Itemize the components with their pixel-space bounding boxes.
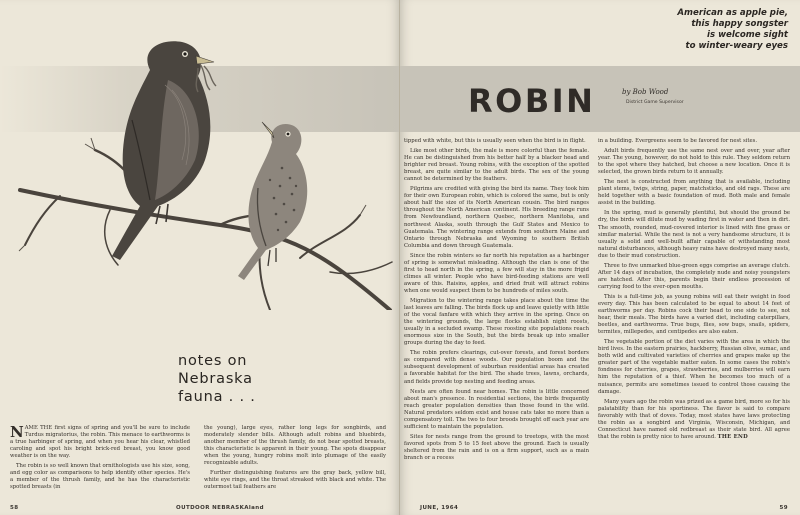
article-title: ROBIN xyxy=(468,82,596,120)
paragraph: The robin is so well known that ornithologists use his size, song, and egg color as comparisons to help identify other species. He's a member of the thrush family, and he has the characteristic spotted breasts (in xyxy=(10,463,190,491)
tagline-line: this happy songster xyxy=(691,19,788,29)
young-robin-figure xyxy=(238,122,307,280)
byline: by Bob Wood xyxy=(622,88,669,96)
page-number: 59 xyxy=(779,505,788,511)
right-page xyxy=(400,0,800,515)
robin-illustration xyxy=(0,10,400,310)
paragraph-text: AME THE first signs of spring and you'll be sure to include Turdus migratorius, the robin. This menace to earthworms is a true harbinger of spring, and when you hear his clear, whistled caroling and spot his bright brick-red breast, you know good weather is on the way. xyxy=(10,425,190,460)
notes-heading-line: Nebraska xyxy=(178,371,253,387)
author-title: District Game Supervisor xyxy=(626,100,684,105)
paragraph: Like most other birds, the male is more colorful than the female. He can be distinguished from his better half by a blacker head and brighter red breast. Young robins, with the exception of the spotted breast, are quite similar to the adult birds. The sex of the young cannot be determined by the feathers. xyxy=(404,148,589,183)
paragraph: The nest is constructed from anything that is available, including plant stems, twigs, string, paper, matchsticks, and old rags. These are held together with a basic foundation of mud. Both male and female assist in the building. xyxy=(598,179,790,207)
page-number: 58 xyxy=(10,505,19,511)
paragraph xyxy=(598,399,790,441)
notes-heading-line: fauna . . . xyxy=(178,389,256,405)
paragraph-text: Many years ago the robin was prized as a game bird, more so for his palatability than for his sportiness. The flavor is said to compare favorably with that of doves. Today, most states have laws protecting the robin as a songbird and Virginia, Wisconsin, Michigan, and Connecticut have named old redbreast as their state bird. All agree that the robin is pretty nice to have around. xyxy=(598,398,790,440)
paragraph: This is a full-time job, as young robins will eat their weight in food every day. This has been calculated to be equal to about 14 feet of earthworms per day. Robins cock their head to one side to see, not hear, their meals. The birds have a varied diet, including caterpillars, beetles, and earthworms. True bugs, flies, sow bugs, snails, spiders, termites, millepedes, and centipedes are also eaten. xyxy=(598,293,790,336)
notes-heading xyxy=(178,352,388,406)
paragraph: The robin prefers clearings, cut-over forests, and forest borders as compared with dense woods. Our population boom and the subsequent development of suburban residential areas has created a favorable habitat for the bird. The shade trees, lawns, orchards, and fields provide top nesting and feeding areas. xyxy=(404,350,589,385)
paragraph xyxy=(10,425,190,460)
tagline-line: is welcome sight xyxy=(707,30,788,40)
paragraph: Further distinguishing features are the gray back, yellow bill, white eye rings, and the throat streaked with black and white. The outermost tail feathers are xyxy=(204,470,386,491)
the-end-mark: THE END xyxy=(717,433,748,440)
tagline xyxy=(638,8,788,52)
paragraph: Adult birds frequently use the same nest over and over, year after year. The young, however, do not hold to this rule. They seldom return to the spot where they hatched, but choose a new location. Once it is selected, the grown birds return to it annually. xyxy=(598,148,790,176)
drop-cap: N xyxy=(10,425,24,441)
paragraph: Nests are often found near homes. The robin is little concerned about man's presence. In residential sections, the birds frequently reach greater population densities than those found in the wild. Natural predators seldom exist and house cats take no more than a compensatory toll. The two to four broods brought off each year are sufficient to maintain the population. xyxy=(404,388,589,430)
tagline-line: American as apple pie, xyxy=(677,8,788,18)
notes-heading-line: notes on xyxy=(178,353,248,369)
paragraph: the young), large eyes, rather long legs for songbirds, and moderately slender bills. Although adult robins and bluebirds, another member of the thrush family, do not bear spotted breasts, this characteristic is apparent in their young. The spots disappear when the young, hungry robins molt into plumage of the easily recognizable adults. xyxy=(204,425,386,467)
paragraph: Three to five unmarked blue-green eggs comprise an average clutch. After 14 days of incubation, the completely nude and noisy youngsters are hatched. After this, parents begin their endless procession of carrying food to the ever-open mouths. xyxy=(598,262,790,290)
paragraph: in a building. Evergreens seem to be favored for nest sites. xyxy=(598,138,758,144)
paragraph: In the spring, mud is generally plentiful, but should the ground be dry, the birds will dilute mud by wading first in water and then in dirt. The smooth, rounded, mud-covered interior is lined with fine grass or similar material. While the nest is not a very handsome structure, it is usually a solid and well-built affair capable of withstanding most natural disturbances, although heavy rains have destroyed many nests, due to their mud construction. xyxy=(598,210,790,259)
left-column-2 xyxy=(204,425,386,500)
title-band xyxy=(400,66,800,132)
paragraph: Since the robin winters so far north his reputation as a harbinger of spring is somewhat misleading. Although the clan is one of the first to head north in the spring, a few will stay in the more frigid climes all winter. People who have bird-feeding stations are well aware of this. Raisins, apples, and dried fruit will attract robins when one would suspect them to be hundreds of miles south. xyxy=(404,252,589,294)
paragraph: Pilgrims are credited with giving the bird its name. They took him for their own European robin, which is colored the same, but is only about half the size of its North American cousin. The bird ranges throughout the North American continent. His breeding range runs from Newfoundland, northern Quebec, northern Manitoba, and northwest Alaska, south through the Gulf States and Mexico to Guatemala. The wintering range extends from southern Maine and Ontario through Nebraska and Wyoming to southern British Columbia and down through Guatemala. xyxy=(404,186,589,249)
tagline-line: to winter-weary eyes xyxy=(685,41,788,51)
issue-date: JUNE, 1964 xyxy=(420,505,459,511)
adult-robin-figure xyxy=(112,41,216,260)
paragraph: Migration to the wintering range takes place about the time the last leaves are falling. The birds flock up and leave quietly with little of the vocal fanfare with which they arrive in the spring. Once on the wintering grounds, the large flocks establish night roosts, usually in a secluded swamp. These roosting site populations reach enormous size in the South, but the birds break up into smaller groups during the day to feed. xyxy=(404,297,589,347)
right-column-1 xyxy=(404,138,589,498)
paragraph: tipped with white, but this is usually seen when the bird is in flight. xyxy=(404,138,586,144)
paragraph: The vegetable portion of the diet varies with the area in which the bird lives. In the eastern prairies, hackberry, Russian olive, sumac, and both wild and cultivated varieties of cherries and grapes make up the greater part of the vegetable matter eaten. In some cases the robin's fondness for cherries, grapes, strawberries, and mulberries will earn him the reputation of a thief. When he becomes too much of a nuisance, permits are sometimes issued to control those causing the damage. xyxy=(598,339,790,395)
paragraph: Sites for nests range from the ground to treetops, with the most favored spots from 5 to 15 feet above the ground. Each is usually sheltered from the rain and is on a firm support, such as a main branch or a recess xyxy=(404,433,589,461)
magazine-name: OUTDOOR NEBRASKAland xyxy=(176,505,264,511)
left-column-1 xyxy=(10,425,190,500)
right-column-2 xyxy=(598,138,790,498)
